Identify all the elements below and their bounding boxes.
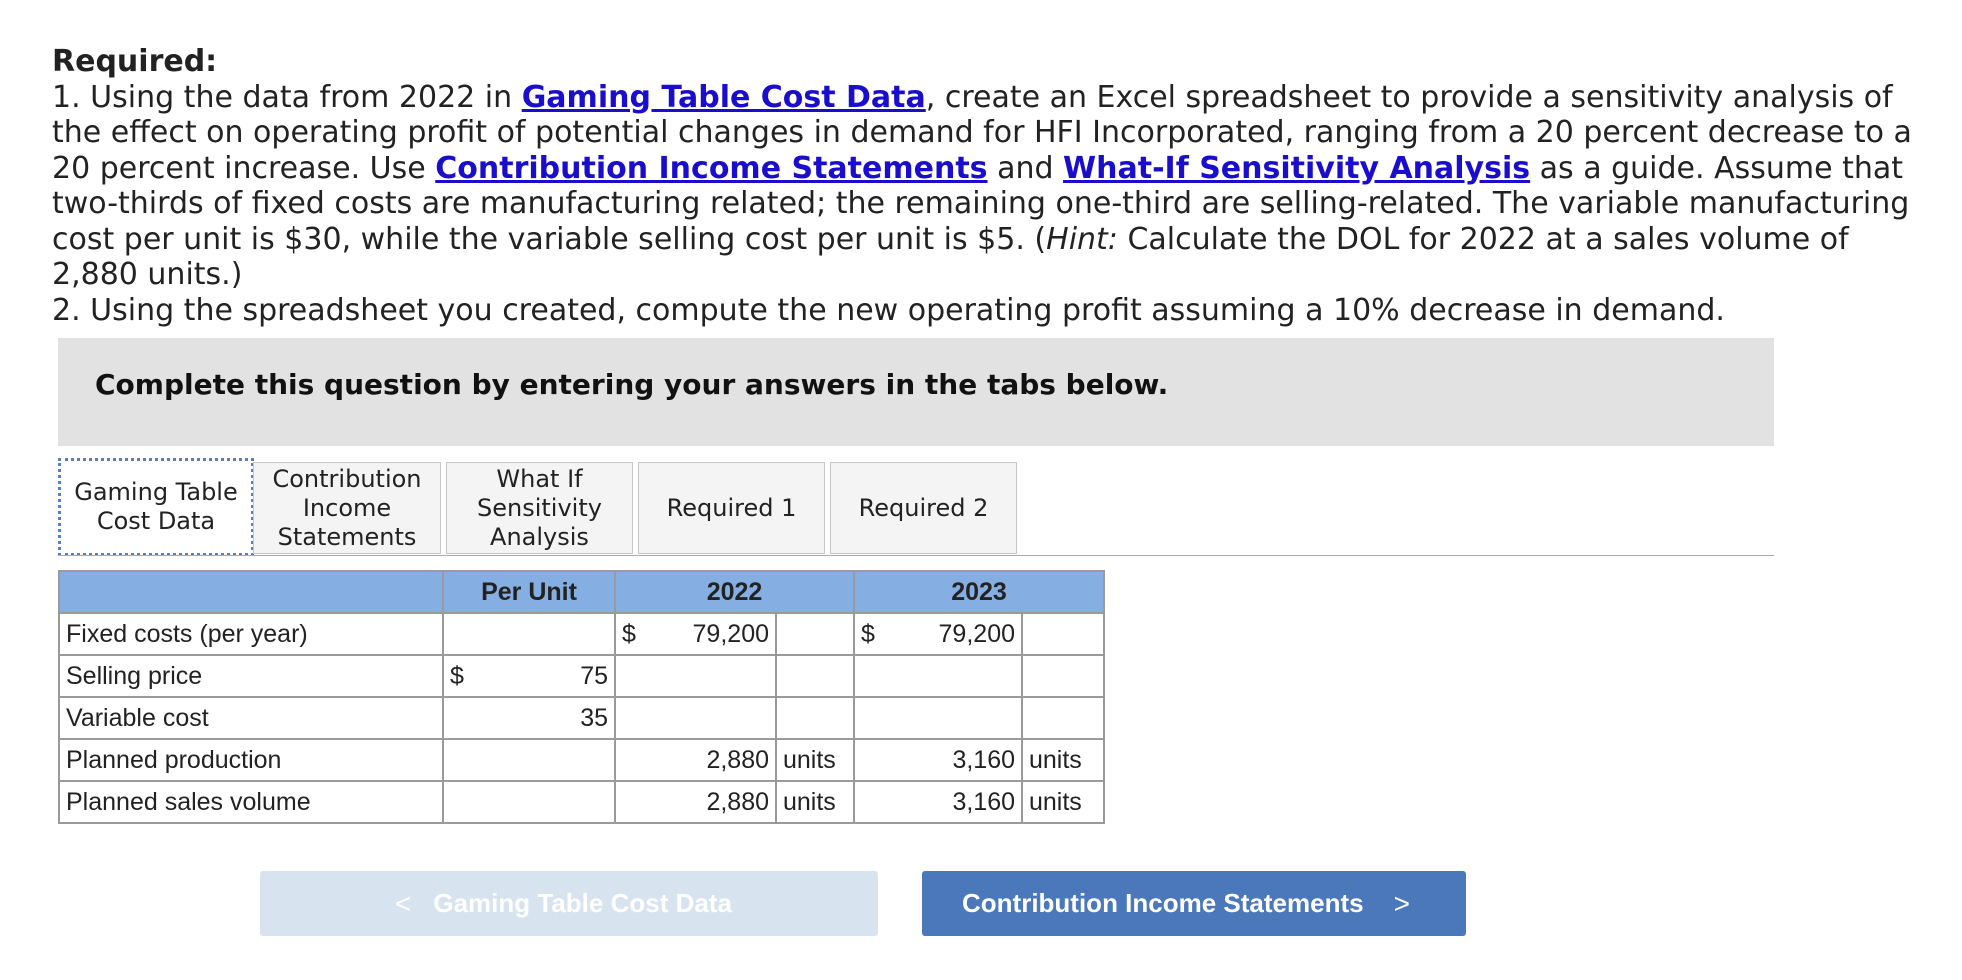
tab-contribution-income-statements[interactable]: Contribution Income Statements (253, 462, 441, 554)
tab-what-if-sensitivity-analysis[interactable]: What If Sensitivity Analysis (446, 462, 633, 554)
cell-c23-val: 79,200 (899, 613, 1022, 655)
cell-label: Planned production (59, 739, 443, 781)
cell-c23-val (899, 697, 1022, 739)
question-part1-text: 1. Using the data from 2022 in (52, 79, 522, 115)
cell-c22-cur (615, 655, 660, 697)
chevron-left-icon: < (395, 887, 412, 919)
cell-c22-val (660, 697, 776, 739)
cell-pu-cur (443, 781, 488, 823)
cell-c22-val: 2,880 (660, 739, 776, 781)
prev-tab-button[interactable] (260, 871, 878, 936)
cell-c22-val (660, 655, 776, 697)
cell-c22-cur (615, 697, 660, 739)
table-header-row (59, 571, 1104, 613)
cell-c22-cur (615, 739, 660, 781)
cell-c22-cur: $ (615, 613, 660, 655)
cell-c22-unit (776, 613, 854, 655)
cell-c23-unit: units (1022, 781, 1104, 823)
cell-pu-cur: $ (443, 655, 488, 697)
table-row (59, 739, 1104, 781)
cell-c23-val: 3,160 (899, 739, 1022, 781)
question-part2-text: 2. Using the spreadsheet you created, compute the new operating profit assuming a 10% decrease in demand. (52, 292, 1725, 328)
table-row (59, 655, 1104, 697)
cell-c22-val: 79,200 (660, 613, 776, 655)
header-2022: 2022 (615, 571, 854, 613)
table-row (59, 697, 1104, 739)
cell-c23-cur: $ (854, 613, 899, 655)
prev-tab-label: Gaming Table Cost Data (433, 888, 732, 918)
cell-c22-cur (615, 781, 660, 823)
tab-bar (58, 458, 1774, 556)
header-2023: 2023 (854, 571, 1104, 613)
cell-c22-unit (776, 697, 854, 739)
cell-c22-unit: units (776, 781, 854, 823)
cell-pu-cur (443, 739, 488, 781)
cell-label: Variable cost (59, 697, 443, 739)
cell-c23-cur (854, 739, 899, 781)
link-what-if-sensitivity-analysis[interactable]: What-If Sensitivity Analysis (1063, 150, 1531, 186)
cost-data-table (58, 570, 1105, 824)
cell-c22-unit: units (776, 739, 854, 781)
question-part1-text-b: , create an Excel spreadsheet to provide a sensitivity analysis of the effect on operating profit of potential changes in demand for HFI Incorporated, ranging from a 20 percent decrease to a 20 percent increase. Use (52, 79, 1912, 186)
cell-c23-val: 3,160 (899, 781, 1022, 823)
cell-c23-cur (854, 781, 899, 823)
cell-label: Selling price (59, 655, 443, 697)
cell-c23-cur (854, 655, 899, 697)
cell-pu-val (488, 739, 615, 781)
cell-label: Planned sales volume (59, 781, 443, 823)
cell-c23-unit (1022, 613, 1104, 655)
tab-required-2[interactable]: Required 2 (830, 462, 1017, 554)
cell-c22-unit (776, 655, 854, 697)
next-tab-button[interactable] (922, 871, 1466, 936)
question-text (52, 44, 1932, 328)
instruction-text: Complete this question by entering your answers in the tabs below. (95, 368, 1169, 401)
cell-pu-cur (443, 697, 488, 739)
link-contribution-income-statements[interactable]: Contribution Income Statements (435, 150, 988, 186)
cell-c22-val: 2,880 (660, 781, 776, 823)
next-tab-label: Contribution Income Statements (962, 888, 1364, 918)
cell-label: Fixed costs (per year) (59, 613, 443, 655)
tab-divider (58, 555, 1774, 556)
question-part1-text-d: as a guide. Assume that two-thirds of fixed costs are manufacturing related; the remaining one-third are selling-related. The variable manufacturing cost per unit is $30, while the variable selling cost per unit is $5. ( (52, 150, 1910, 257)
tab-gaming-table-cost-data[interactable]: Gaming Table Cost Data (58, 458, 254, 556)
question-part1-text-e: Calculate the DOL for 2022 at a sales volume of 2,880 units.) (52, 221, 1849, 292)
link-gaming-table-cost-data[interactable]: Gaming Table Cost Data (521, 79, 926, 115)
required-heading: Required: (52, 44, 218, 79)
cell-c23-val (899, 655, 1022, 697)
hint-label: Hint: (1046, 221, 1118, 257)
cell-c23-unit: units (1022, 739, 1104, 781)
chevron-right-icon: > (1393, 887, 1410, 919)
cell-c23-unit (1022, 697, 1104, 739)
header-per-unit: Per Unit (443, 571, 615, 613)
instruction-banner (58, 338, 1774, 446)
table-row (59, 781, 1104, 823)
table-row (59, 613, 1104, 655)
cell-pu-cur (443, 613, 488, 655)
cell-pu-val: 75 (488, 655, 615, 697)
cell-pu-val (488, 613, 615, 655)
cell-c23-cur (854, 697, 899, 739)
cell-c23-unit (1022, 655, 1104, 697)
cell-pu-val: 35 (488, 697, 615, 739)
tab-required-1[interactable]: Required 1 (638, 462, 825, 554)
question-part1-text-c: and (987, 150, 1064, 186)
header-blank (59, 571, 443, 613)
cell-pu-val (488, 781, 615, 823)
